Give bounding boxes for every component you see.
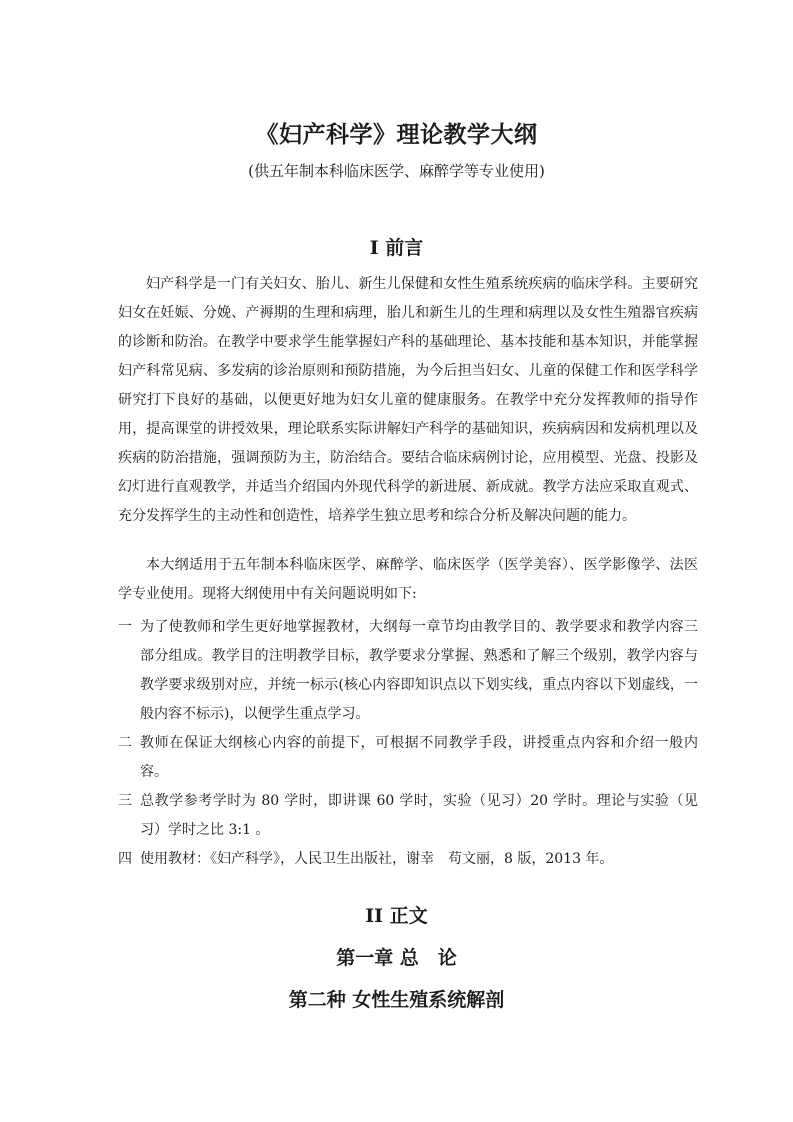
- document-title: 《妇产科学》理论教学大纲: [255, 121, 538, 148]
- list-item: [118, 845, 698, 874]
- preface-heading: I 前言: [369, 237, 424, 259]
- list-item: [118, 729, 698, 787]
- preface-paragraph-1: [118, 270, 698, 531]
- list-marker: 四: [118, 851, 132, 867]
- list-marker: 二: [118, 735, 132, 751]
- list-item-text: 使用教材：《妇产科学》，人民卫生出版社，谢幸 苟文丽，8 版，2013 年。: [140, 851, 614, 867]
- list-item: [118, 787, 698, 845]
- list-item-text: 总教学参考学时为 80 学时，即讲课 60 学时，实验（见习）20 学时。理论与实验（见习）学时之比 3:1 。: [140, 793, 698, 838]
- paragraph-text: 妇产科学是一门有关妇女、胎儿、新生儿保健和女性生殖系统疾病的临床学科。主要研究妇女在妊娠、分娩、产褥期的生理和病理，胎儿和新生儿的生理和病理以及女性生殖器官疾病的诊断和防治。在教学中要求学生能掌握妇产科的基础理论、基本技能和基本知识，并能掌握妇产科常见病、多发病的诊治原则和预防措施，为今后担当妇女、儿童的保健工作和医学科学研究打下良好的基础，以便更好地为妇女儿童的健康服务。在教学中充分发挥教师的指导作用，提高课堂的讲授效果，理论联系实际讲解妇产科学的基础知识，疾病病因和发病机理以及疾病的防治措施，强调预防为主，防治结合。要结合临床病例讨论，应用模型、光盘、投影及幻灯进行直观教学，并适当介绍国内外现代科学的新进展、新成就。教学方法应采取直观式、充分发挥学生的主动性和创造性，培养学生独立思考和综合分析及解决问题的能力。: [118, 276, 698, 524]
- usage-notes-list: [118, 613, 698, 874]
- list-item: [118, 613, 698, 729]
- document-subtitle: (供五年制本科临床医学、麻醉学等专业使用): [248, 162, 545, 180]
- section-heading: 第二种 女性生殖系统解剖: [288, 989, 505, 1011]
- list-item-text: 为了使教师和学生更好地掌握教材，大纲每一章节均由教学目的、教学要求和教学内容三部分组成。教学目的注明教学目标，教学要求分掌握、熟悉和了解三个级别，教学内容与教学要求级别对应，并统一标示(核心内容即知识点以下划实线，重点内容以下划虚线，一般内容不标示)，以便学生重点学习。: [140, 619, 698, 722]
- list-item-text: 教师在保证大纲核心内容的前提下，可根据不同教学手段，讲授重点内容和介绍一般内容。: [140, 735, 698, 780]
- chapter-heading: 第一章 总 论: [336, 947, 457, 969]
- preface-paragraph-2: [118, 551, 698, 609]
- body-heading: II 正文: [365, 905, 428, 927]
- list-marker: 一: [118, 619, 132, 635]
- list-marker: 三: [118, 793, 132, 809]
- paragraph-text: 本大纲适用于五年制本科临床医学、麻醉学、临床医学（医学美容）、医学影像学、法医学专业使用。现将大纲使用中有关问题说明如下:: [118, 557, 698, 602]
